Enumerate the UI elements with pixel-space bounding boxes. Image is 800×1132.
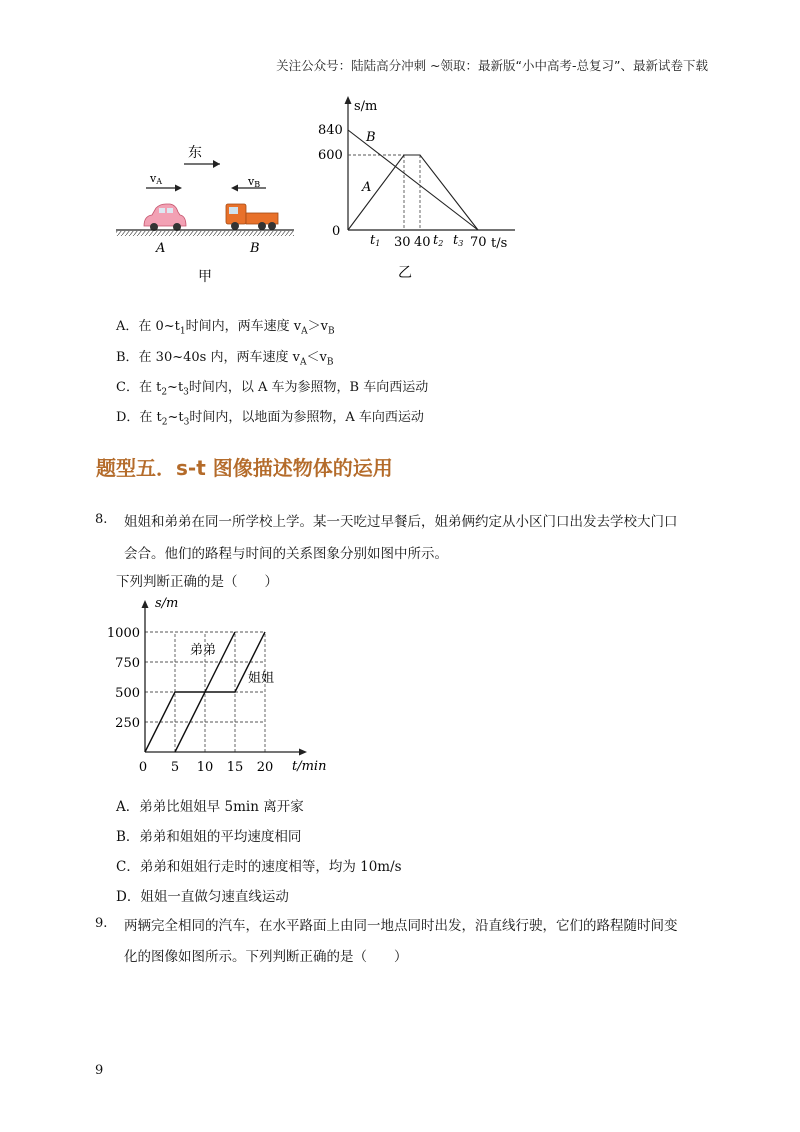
y-arrowhead-icon xyxy=(345,96,352,104)
q8-option-b: B．弟弟和姐姐的平均速度相同 xyxy=(116,829,302,845)
chart-x-arrowhead-icon xyxy=(299,749,307,756)
q9-text-line1: 两辆完全相同的汽车，在水平路面上由同一地点同时出发，沿直线行驶，它们的路程随时间变 xyxy=(124,918,678,934)
y-tick-label: 1000 xyxy=(106,626,140,641)
series-label-brother: 弟弟 xyxy=(190,643,217,658)
q8-text-line1: 姐姐和弟弟在同一所学校上学。某一天吃过早餐后，姐弟俩约定从小区门口出发去学校大门口 xyxy=(124,514,678,530)
y600-label: 600 xyxy=(318,148,343,163)
section-title: 题型五．s-t 图像描述物体的运用 xyxy=(96,456,393,480)
q8-text-line2: 会合。他们的路程与时间的关系图象分别如图中所示。 xyxy=(124,546,448,562)
truck-b-icon xyxy=(226,204,278,230)
chart-x-label: t/min xyxy=(292,759,327,774)
east-arrowhead-icon xyxy=(213,160,220,168)
x-tick-label: 15 xyxy=(226,760,244,775)
q7-option-a: A．在 $0\sim t_1$时间内，两车速度 $v_A>v_B$ xyxy=(116,319,335,337)
q8-option-a: A．弟弟比姐姐早 5min 离开家 xyxy=(116,799,304,815)
y-axis-label: s/m xyxy=(354,99,378,114)
va-label: vA xyxy=(150,172,162,186)
line-a-label: A xyxy=(362,180,372,195)
figure-st-graph-cars xyxy=(310,92,530,287)
page-number: 9 xyxy=(95,1063,104,1078)
t3-tick: t3 xyxy=(453,233,464,248)
q8-number: 8. xyxy=(95,512,108,527)
chart-y-label: s/m xyxy=(155,596,179,611)
q7-option-c: C．在 $t_2\sim t_3$时间内，以 A 车为参照物，B 车向西运动 xyxy=(116,380,429,398)
vb-label: vB xyxy=(248,175,261,189)
q7-option-d: D．在 $t_2\sim t_3$时间内，以地面为参照物，A 车向西运动 xyxy=(116,410,424,428)
page-header: 关注公众号：陆陆高分冲刺 ~领取：最新版“小中高考-总复习”、最新试卷下载 xyxy=(276,58,708,73)
y-tick-label: 250 xyxy=(115,716,140,731)
t1-tick: t1 xyxy=(370,233,381,248)
x30-tick: 30 xyxy=(394,235,411,250)
car-a-label: A xyxy=(156,241,166,256)
va-arrowhead-icon xyxy=(175,185,182,192)
x-tick-label: 10 xyxy=(196,760,214,775)
series-label-sister: 姐姐 xyxy=(248,671,275,686)
y840-label: 840 xyxy=(318,123,343,138)
q8-option-d: D．姐姐一直做匀速直线运动 xyxy=(116,889,289,905)
x40-tick: 40 xyxy=(414,235,431,250)
origin-label: 0 xyxy=(332,224,341,239)
q8-option-c: C．弟弟和姐姐行走时的速度相等，均为 10m/s xyxy=(116,859,402,875)
x70-tick: 70 xyxy=(470,235,487,250)
line-b-label: B xyxy=(366,130,376,145)
fig-left-caption: 甲 xyxy=(198,269,212,285)
q7-option-b: B．在 30~40s 内，两车速度 $v_A<v_B$ xyxy=(116,350,334,368)
q9-number: 9. xyxy=(95,916,108,931)
vb-arrowhead-icon xyxy=(231,185,238,192)
ground-hatch xyxy=(116,231,294,236)
y-tick-label: 750 xyxy=(115,656,140,671)
car-b-label: B xyxy=(250,241,260,256)
t2-tick: t2 xyxy=(433,233,444,248)
q9-text-line2: 化的图像如图所示。下列判断正确的是（ ） xyxy=(124,949,408,965)
fig-right-caption: 乙 xyxy=(398,265,412,281)
q8-text-line3: 下列判断正确的是（ ） xyxy=(116,574,278,590)
x-tick-label: 20 xyxy=(256,760,274,775)
x-tick-label: 5 xyxy=(170,760,180,775)
figure-cars xyxy=(110,130,300,290)
east-label: 东 xyxy=(188,145,202,161)
chart-y-arrowhead-icon xyxy=(142,600,149,608)
x-tick-label: 0 xyxy=(138,760,148,775)
q8-st-chart xyxy=(100,588,340,780)
y-tick-label: 500 xyxy=(115,686,140,701)
car-a-icon xyxy=(144,204,186,231)
x-axis-label: t/s xyxy=(491,236,508,251)
